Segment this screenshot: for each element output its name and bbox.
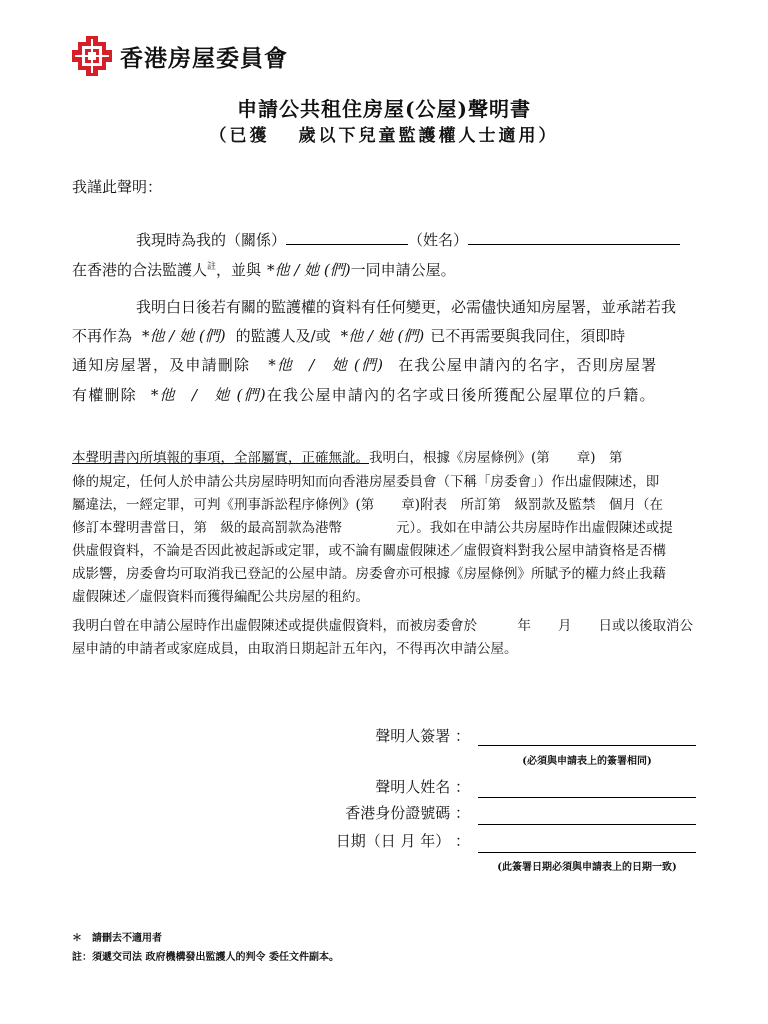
date-label: 日期（日 月 年） ： bbox=[335, 832, 470, 850]
para2-text-g: 在我公屋申請內的名字或日後所獲配公屋單位的戶籍。 bbox=[266, 386, 656, 404]
para2-text-f: 有權刪除 bbox=[72, 386, 137, 404]
para2-text-c: 已不再需要與我同住，須即時 bbox=[430, 327, 626, 345]
para2-line4 bbox=[72, 384, 656, 405]
para2-line2 bbox=[72, 325, 625, 346]
form-title: 申請公共租住房屋(公屋)聲明書 bbox=[237, 97, 531, 121]
relation-line bbox=[136, 229, 680, 250]
para2-text-b: 的監護人及/或 bbox=[235, 327, 331, 345]
declaration-true-statement: 本聲明書內所填報的事項，全部屬實，正確無訛。 bbox=[72, 450, 369, 466]
hkha-logo-icon bbox=[72, 36, 112, 76]
guardian-line bbox=[72, 259, 456, 280]
pronoun-option: *他 / 她 (們) bbox=[150, 386, 267, 404]
para3-text: 我明白，根據《房屋條例》(第 章) 第 bbox=[369, 450, 623, 466]
para3-line1 bbox=[72, 446, 623, 466]
date-note: (此簽署日期必須與申請表上的日期一致) bbox=[497, 862, 677, 873]
declarant-name-field[interactable] bbox=[478, 797, 696, 798]
pronoun-option: *他 / 她 (們) bbox=[142, 327, 226, 345]
signature-label: 聲明人簽署 ： bbox=[375, 727, 470, 745]
para2-text-d: 通知房屋署，及申請刪除 bbox=[72, 356, 251, 374]
guardian-text: 在香港的合法監護人 bbox=[72, 261, 208, 279]
pronoun-option: *他 / 她 (們) bbox=[340, 327, 425, 345]
para3-line5: 供虛假資料，不論是否因此被起訴或定罪，或不論有關虛假陳述／虛假資料對我公屋申請資格是否構 bbox=[72, 543, 666, 559]
relation-field[interactable] bbox=[286, 230, 408, 245]
guardian-text-2: ，並與 bbox=[216, 261, 262, 279]
para2-line1: 我明白日後若有關的監護權的資料有任何變更，必需儘快通知房屋署，並承諾若我 bbox=[136, 298, 677, 316]
note-mark: 註 bbox=[207, 262, 217, 272]
guardian-name-label: （姓名） bbox=[408, 231, 469, 249]
para3-line4: 修訂本聲明書當日，第 級的最高罰款為港幣 元）。我如在申請公共房屋時作出虛假陳述或提 bbox=[72, 520, 673, 536]
signature-field[interactable] bbox=[478, 745, 696, 746]
pronoun-option: *他 / 她 (們) bbox=[268, 356, 385, 374]
para3-line6: 成影響，房委會均可取消我已登記的公屋申請。房委會亦可根據《房屋條例》所賦予的權力終止我藉 bbox=[72, 566, 666, 582]
para2-text-e: 在我公屋申請內的名字，否則房屋署 bbox=[398, 356, 658, 374]
para3-line7: 虛假陳述／虛假資料而獲得編配公共房屋的租約。 bbox=[72, 589, 369, 605]
para3-line3: 屬違法，一經定罪，可判《刑事訴訟程序條例》(第 章)附表 所訂第 級罰款及監禁 個月（在 bbox=[72, 497, 664, 513]
intro-text: 我謹此聲明： bbox=[72, 178, 163, 196]
declarant-name-label: 聲明人姓名 ： bbox=[375, 778, 470, 796]
para2-line3 bbox=[72, 354, 657, 375]
pronoun-option: *他 / 她 (們) bbox=[267, 261, 351, 279]
relation-label: 我現時為我的（關係） bbox=[136, 231, 287, 249]
para3-line2: 條的規定，任何人於申請公共房屋時明知而向香港房屋委員會（下稱「房委會」）作出虛假陳述，即 bbox=[72, 474, 660, 490]
guardian-text-3: 一同申請公屋。 bbox=[350, 261, 456, 279]
footnote-star: ＊ 請刪去不適用者 bbox=[72, 933, 162, 944]
para4-line2: 屋申請的申請者或家庭成員，由取消日期起計五年內，不得再次申請公屋。 bbox=[72, 641, 518, 657]
hkid-label: 香港身份證號碼 ： bbox=[345, 804, 470, 822]
form-subtitle: （已獲 歲以下兒童監護權人士適用） bbox=[209, 126, 559, 146]
para2-text-a: 不再作為 bbox=[72, 327, 133, 345]
hkid-field[interactable] bbox=[478, 824, 696, 825]
guardian-name-field[interactable] bbox=[468, 230, 680, 245]
organization-name: 香港房屋委員會 bbox=[120, 46, 288, 72]
para4-line1: 我明白曾在申請公屋時作出虛假陳述或提供虛假資料，而被房委會於 年 月 日或以後取消公 bbox=[72, 618, 693, 634]
date-field[interactable] bbox=[478, 852, 696, 853]
footnote-note: 註：須遞交司法 政府機構發出監護人的判令 委任文件副本。 bbox=[72, 952, 339, 963]
signature-note: (必須與申請表上的簽署相同) bbox=[522, 756, 652, 767]
